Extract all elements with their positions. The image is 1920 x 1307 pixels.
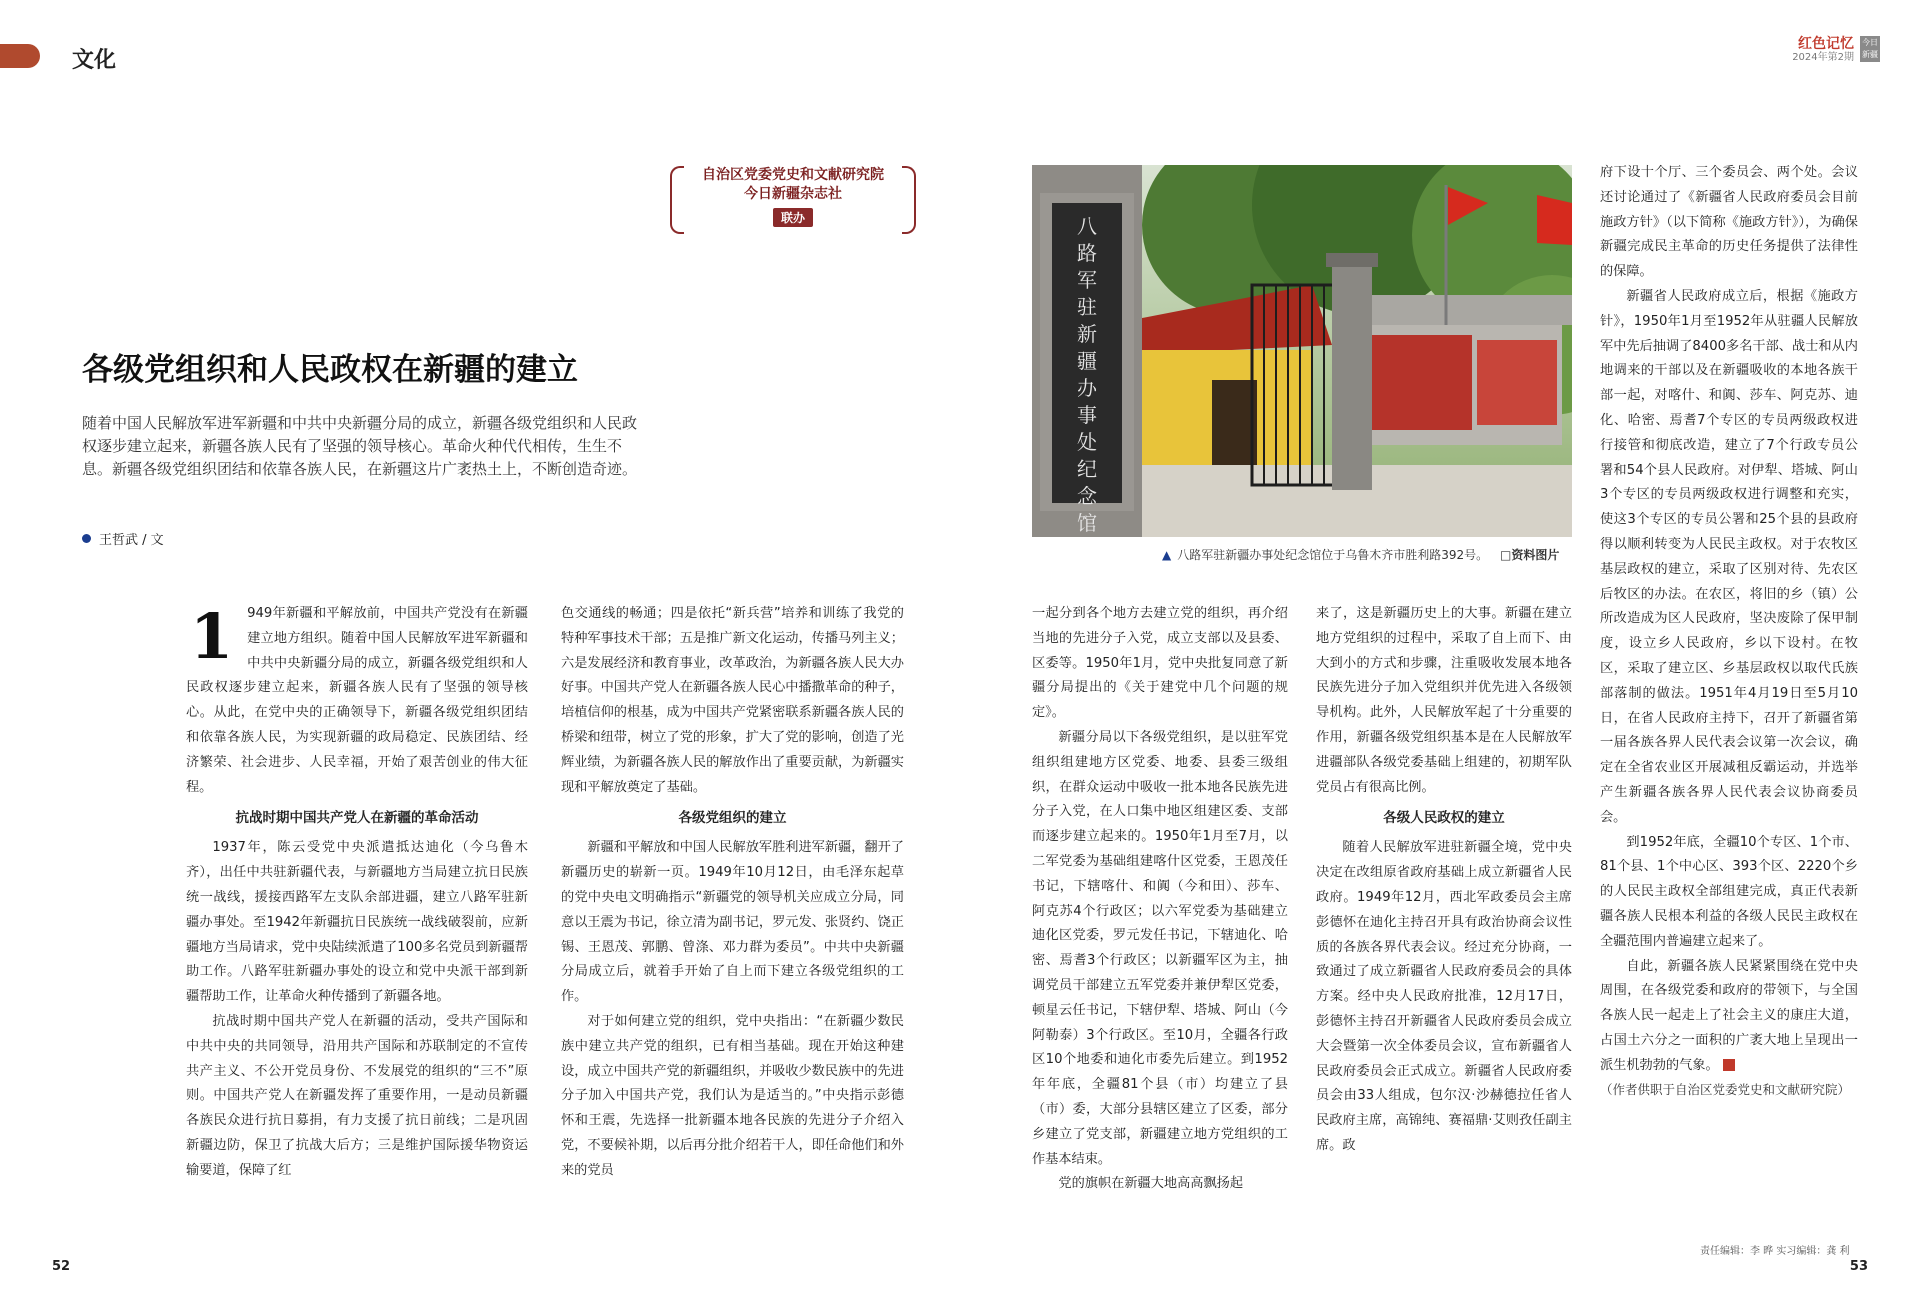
article-column-5 — [1600, 161, 1858, 1103]
paragraph: 949年新疆和平解放前，中国共产党没有在新疆建立地方组织。随着中国人民解放军进军新疆和中共中央新疆分局的成立，新疆各级党组织和人民政权逐步建立起来，新疆各族人民有了坚强的领导核心。从此，在党中央的正确领导下，新疆各级党组织团结和依靠各族人民，为实现新疆的政局稳定、民族团结、经济繁荣、社会进步、人民幸福，开始了艰苦创业的伟大征程。 — [186, 606, 528, 795]
drop-cap: 1 — [190, 600, 234, 673]
paragraph: 一起分到各个地方去建立党的组织，再介绍当地的先进分子入党，成立支部以及县委、区委等。1950年1月，党中央批复同意了新疆分局提出的《关于建党中几个问题的规定》。 — [1032, 606, 1288, 721]
caption-triangle-icon: ▲ — [1162, 548, 1172, 562]
memorial-gate-image — [1032, 165, 1572, 537]
organizer-line-1: 自治区党委党史和文献研究院 — [702, 167, 884, 183]
paragraph — [1600, 955, 1858, 1079]
article-column-3 — [1032, 602, 1288, 1197]
author-affiliation: （作者供职于自治区党委党史和文献研究院） — [1600, 1082, 1851, 1098]
article-column-1 — [186, 602, 528, 1184]
paragraph: 党的旗帜在新疆大地高高飘扬起 — [1058, 1176, 1244, 1192]
paragraph: 到1952年底，全疆10个专区、1个市、81个县、1个中心区、393个区、2220个乡的人民民主政权全部组建完成，真正代表新疆各族人民根本利益的各级人民民主政权在全疆范围内普遍建立起来了。 — [1600, 834, 1858, 949]
organizer-line-2: 今日新疆杂志社 — [744, 186, 842, 202]
paragraph: 来了，这是新疆历史上的大事。新疆在建立地方党组织的过程中，采取了自上而下、由大到小的方式和步骤，注重吸收发展本地各民族先进分子加入党组织并优先进入各级领导机构。此外，人民解放军起了十分重要的作用，新疆各级党组织基本是在人民解放军进疆部队各级党委基础上组建的，初期军队党员占有很高比例。 — [1316, 606, 1572, 795]
paragraph: 随着人民解放军进驻新疆全境，党中央决定在改组原省政府基础上成立新疆省人民政府。1949年12月，西北军政委员会主席彭德怀在迪化主持召开具有政治协商会议性质的各族各界代表会议。经过充分协商，一致通过了成立新疆省人民政府委员会的具体方案。经中央人民政府批准，12月17日，彭德怀主持召开新疆省人民政府委员会成立大会暨第一次全体委员会议，宣布新疆省人民政府委员会正式成立。新疆省人民政府委员会由33人组成，包尔汉·沙赫德拉任省人民政府主席，高锦纯、赛福鼎·艾则孜任副主席。政 — [1316, 840, 1572, 1153]
magazine-brand — [1792, 36, 1880, 64]
article-column-2 — [561, 602, 904, 1184]
page-number-right: 53 — [1849, 1259, 1868, 1274]
caption-credit: □资料图片 — [1499, 548, 1560, 562]
paragraph: 府下设十个厅、三个委员会、两个处。会议还讨论通过了《新疆省人民政府委员会目前施政方针》（以下简称《施政方针》），为确保新疆完成民主革命的历史任务提供了法律性的保障。 — [1600, 165, 1858, 280]
brand-issue: 2024年第2期 — [1792, 52, 1854, 63]
section-tab-marker — [0, 44, 40, 68]
article-lead: 随着中国人民解放军进军新疆和中共中央新疆分局的成立，新疆各级党组织和人民政权逐步建立起来，新疆各族人民有了坚强的领导核心。革命火种代代相传，生生不息。新疆各级党组织团结和依靠各族人民，在新疆这片广袤热土上，不断创造奇迹。 — [82, 414, 638, 478]
paragraph: 色交通线的畅通；四是依托“新兵营”培养和训练了我党的特种军事技术干部；五是推广新文化运动，传播马列主义；六是发展经济和教育事业，改革政治，为新疆各族人民大办好事。中国共产党人在新疆各族人民心中播撒革命的种子，培植信仰的根基，成为中国共产党紧密联系新疆各族人民的桥梁和纽带，树立了党的形象，扩大了党的影响，创造了光辉业绩，为新疆各族人民的解放作出了重要贡献，为新疆实现和平解放奠定了基础。 — [561, 606, 904, 795]
page-number-left: 52 — [52, 1259, 71, 1274]
section-label: 文化 — [72, 48, 117, 73]
article-title: 各级党组织和人民政权在新疆的建立 — [82, 352, 578, 388]
paragraph: 对于如何建立党的组织，党中央指出：“在新疆少数民族中建立共产党的组织，已有相当基础。现在开始这种建设，成立中国共产党的新疆组织，并吸收少数民族中的先进分子加入中国共产党，我们认为是适当的。”中央指示彭德怀和王震，先选择一批新疆本地各民族的先进分子介绍入党，不要候补期，以后再分批介绍若干人，即任命他们和外来的党员 — [561, 1013, 904, 1178]
author-byline — [82, 529, 164, 548]
paragraph: 1937年，陈云受党中央派遣抵达迪化（今乌鲁木齐），出任中共驻新疆代表，与新疆地方当局建立抗日民族统一战线，援接西路军左支队余部进疆，建立八路军驻新疆办事处。至1942年新疆抗日民族统一战线破裂前，应新疆地方当局请求，党中央陆续派遣了100多名党员到新疆帮助工作。八路军驻新疆办事处的设立和党中央派干部到新疆帮助工作，让革命火种传播到了新疆各地。 — [186, 840, 528, 1005]
organizer-tag: 联办 — [773, 208, 813, 227]
end-mark-icon — [1723, 1059, 1735, 1071]
brand-logo: 今日新疆 — [1860, 36, 1880, 62]
section-heading: 各级人民政权的建立 — [1383, 810, 1505, 827]
right-bracket — [902, 166, 916, 234]
section-heading: 各级党组织的建立 — [678, 810, 787, 827]
organizers-box — [670, 166, 916, 230]
left-bracket — [670, 166, 684, 234]
photo-caption — [1162, 546, 1559, 563]
paragraph: 抗战时期中国共产党人在新疆的活动，受共产国际和中共中央的共同领导，沿用共产国际和苏联制定的不宣传共产主义、不公开党员身份、不发展党的组织的“三不”原则。中国共产党人在新疆发挥了重要作用，一是动员新疆各族民众进行抗日募捐，有力支援了抗日前线；二是巩固新疆边防，保卫了抗战大后方；三是维护国际援华物资运输要道，保障了红 — [186, 1013, 528, 1178]
paragraph: 新疆省人民政府成立后，根据《施政方针》，1950年1月至1952年从驻疆人民解放军中先后抽调了8400多名干部、战士和从内地调来的干部以及在新疆吸收的本地各族干部一起，对喀什、和阗、莎车、阿克苏、迪化、哈密、焉耆7个专区的专员两级政权进行接管和彻底改造，建立了7个行政专员公署和54个县人民政府。对伊犁、塔城、阿山3个专区的专员两级政权进行调整和充实，使这3个专区的专员公署和25个县的县政府得以顺利转变为人民民主政权。对于农牧区基层政权的建立，采取了区别对待、先农区后牧区的办法。在农区，将旧的乡（镇）公所改造成为区人民政府，坚决废除了保甲制度，设立乡人民政府，乡以下设村。在牧区，采取了建立区、乡基层政权以取代氏族部落制的做法。1951年4月19日至5月10日，在省人民政府主持下，召开了新疆省第一届各族各界人民代表会议第一次会议，确定在全省农业区开展减租反霸运动，并选举产生新疆各族各界人民代表会议协商委员会。 — [1600, 288, 1858, 825]
memorial-plaque-text: 八路军驻新疆办事处纪念馆 — [1077, 214, 1097, 535]
bullet-icon — [82, 534, 91, 543]
paragraph: 新疆分局以下各级党组织，是以驻军党组织组建地方区党委、地委、县委三级组织，在群众运动中吸收一批本地各民族先进分子入党，在人口集中地区组建区委、支部而逐步建立起来的。1950年1月至7月，以二军党委为基础组建喀什区党委，王恩茂任书记，下辖喀什、和阗（今和田）、莎车、阿克苏4个行政区；以六军党委为基础建立迪化区党委，罗元发任书记，下辖迪化、哈密、焉耆3个行政区；以新疆军区为主，抽调党员干部建立五军党委并兼伊犁区党委，顿星云任书记，下辖伊犁、塔城、阿山（今阿勒泰）3个行政区。至10月，全疆各行政区10个地委和迪化市委先后建立。到1952年年底，全疆81个县（市）均建立了县（市）委，大部分县辖区建立了区委，部分乡建立了党支部，新疆建立地方党组织的工作基本结束。 — [1032, 729, 1288, 1167]
author-name: 王哲武 / 文 — [99, 533, 164, 548]
caption-text: 八路军驻新疆办事处纪念馆位于乌鲁木齐市胜利路392号。 — [1177, 548, 1489, 562]
brand-name: 红色记忆 — [1798, 36, 1854, 52]
paragraph: 新疆和平解放和中国人民解放军胜利进军新疆，翻开了新疆历史的崭新一页。1949年10月12日，由毛泽东起草的党中央电文明确指示“新疆党的领导机关应成立分局，同意以王震为书记，徐立清为副书记，罗元发、张贤约、饶正锡、王恩茂、郭鹏、曾涤、邓力群为委员”。中共中央新疆分局成立后，就着手开始了自上而下建立各级党组织的工作。 — [561, 840, 904, 1005]
closing-text: 自此，新疆各族人民紧紧围绕在党中央周围，在各级党委和政府的带领下，与全国各族人民一起走上了社会主义的康庄大道，占国土六分之一面积的广袤大地上呈现出一派生机勃勃的气象。 — [1600, 958, 1858, 1073]
article-column-4 — [1316, 602, 1572, 1159]
section-heading: 抗战时期中国共产党人在新疆的革命活动 — [235, 810, 479, 827]
editor-credits: 责任编辑：李 晔 实习编辑：龚 利 — [1700, 1246, 1850, 1257]
memorial-photo — [1032, 165, 1572, 537]
